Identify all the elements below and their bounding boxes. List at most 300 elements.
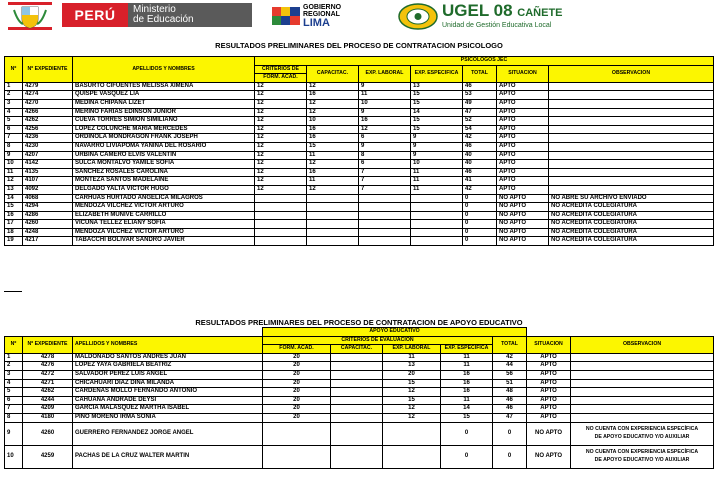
row-exp-laboral	[383, 445, 441, 468]
row-exp-laboral: 9	[359, 142, 411, 151]
row-exp-laboral: 11	[359, 91, 411, 100]
row-expediente: 4260	[23, 422, 73, 445]
row-total: 47	[463, 108, 497, 117]
row-total: 41	[463, 177, 497, 186]
row-exp-laboral: 12	[383, 405, 441, 414]
table-row	[5, 220, 714, 229]
row-expediente: 4256	[23, 125, 73, 134]
row-exp-laboral	[359, 203, 411, 212]
row-situacion: APTO	[497, 99, 549, 108]
row-total: 46	[463, 82, 497, 91]
row-exp-especifica: 15	[411, 117, 463, 126]
row-number: 8	[5, 413, 23, 422]
row-expediente: 4092	[23, 185, 73, 194]
separator-line	[4, 291, 22, 292]
row-number: 1	[5, 353, 23, 362]
row-capacitac: 12	[307, 99, 359, 108]
row-observacion	[549, 108, 714, 117]
row-total: 42	[493, 353, 527, 362]
row-observacion	[549, 91, 714, 100]
apoyo-col-exp-especifica: EXP. ESPECIFICA	[441, 345, 493, 354]
row-total: 44	[493, 362, 527, 371]
row-situacion: APTO	[527, 413, 571, 422]
row-form-acad: 12	[255, 99, 307, 108]
row-exp-especifica: 15	[411, 125, 463, 134]
row-exp-especifica: 11	[441, 353, 493, 362]
row-exp-especifica: 15	[441, 413, 493, 422]
gobierno-regional-lima-logo	[272, 4, 368, 28]
row-exp-laboral	[359, 194, 411, 203]
ugel-place: CAÑETE	[517, 7, 563, 19]
row-nombres: TABACCHI BOLIVAR SANDRO JAVIER	[73, 237, 255, 246]
group-header: PSICOLOGOS JEC	[255, 57, 714, 66]
row-nombres: MENDOZA VILCHEZ VICTOR ARTURO	[73, 228, 255, 237]
row-observacion	[549, 168, 714, 177]
row-expediente: 4107	[23, 177, 73, 186]
row-exp-laboral	[359, 211, 411, 220]
row-situacion: APTO	[527, 396, 571, 405]
row-nombres: LOPEZ COLUNCHE MARIA MERCEDES	[73, 125, 255, 134]
row-situacion: NO APTO	[497, 220, 549, 229]
ugel-title	[442, 2, 563, 22]
apoyo-col-nombres: APELLIDOS Y NOMBRES	[73, 336, 263, 353]
row-expediente: 4260	[23, 220, 73, 229]
row-expediente: 4207	[23, 151, 73, 160]
row-total: 42	[463, 185, 497, 194]
row-observacion	[549, 151, 714, 160]
row-expediente: 4209	[23, 405, 73, 414]
row-situacion: NO APTO	[497, 211, 549, 220]
apoyo-col-situacion: SITUACION	[527, 336, 571, 353]
row-situacion: APTO	[497, 125, 549, 134]
table-row	[5, 405, 714, 414]
row-exp-especifica: 15	[411, 99, 463, 108]
gob-line-1: GOBIERNO	[303, 3, 342, 11]
table-row	[5, 370, 714, 379]
row-capacitac: 16	[307, 134, 359, 143]
row-number: 11	[5, 168, 23, 177]
row-situacion: APTO	[497, 117, 549, 126]
row-total: 46	[493, 396, 527, 405]
row-nombres: MALDONADO SANTOS ANDRES JUAN	[73, 353, 263, 362]
col-capacitac: CAPACITAC.	[307, 65, 359, 82]
ugel-name: UGEL 08	[442, 1, 513, 20]
row-observacion	[549, 99, 714, 108]
row-observacion	[549, 177, 714, 186]
row-expediente: 4276	[23, 362, 73, 371]
table-row	[5, 194, 714, 203]
row-nombres: PINO MORENO IRMA SONIA	[73, 413, 263, 422]
row-form-acad: 20	[263, 379, 331, 388]
row-capacitac	[331, 422, 383, 445]
row-exp-laboral: 8	[359, 151, 411, 160]
row-number: 4	[5, 379, 23, 388]
table-row	[5, 237, 714, 246]
col-exp-especifica: EXP. ESPECIFICA	[411, 65, 463, 82]
row-exp-laboral	[359, 228, 411, 237]
row-form-acad: 12	[255, 82, 307, 91]
row-total: 0	[493, 422, 527, 445]
row-situacion: APTO	[497, 91, 549, 100]
row-situacion: NO APTO	[497, 194, 549, 203]
ugel-emblem-icon	[398, 3, 438, 30]
row-situacion: APTO	[527, 353, 571, 362]
row-total: 0	[463, 194, 497, 203]
row-total: 48	[493, 388, 527, 397]
row-situacion: APTO	[527, 388, 571, 397]
row-number: 3	[5, 370, 23, 379]
row-form-acad	[255, 211, 307, 220]
ugel-logo	[398, 2, 618, 30]
row-expediente: 4286	[23, 211, 73, 220]
row-form-acad	[255, 220, 307, 229]
row-exp-especifica: 11	[441, 396, 493, 405]
row-observacion: NO ACREDITA COLEGIATURA	[549, 220, 714, 229]
row-situacion: APTO	[497, 168, 549, 177]
row-exp-especifica: 14	[411, 108, 463, 117]
ministerio-educacion-logo	[62, 3, 252, 27]
row-exp-especifica: 11	[411, 177, 463, 186]
apoyo-group-header: APOYO EDUCATIVO	[263, 328, 527, 337]
row-exp-laboral: 10	[359, 99, 411, 108]
row-exp-laboral: 13	[383, 362, 441, 371]
row-exp-laboral: 20	[383, 370, 441, 379]
row-exp-laboral: 11	[383, 353, 441, 362]
row-form-acad: 12	[255, 185, 307, 194]
row-exp-laboral: 7	[359, 177, 411, 186]
apoyo-table	[4, 327, 714, 469]
row-observacion: NO ACREDITA COLEGIATURA	[549, 203, 714, 212]
row-total: 40	[463, 151, 497, 160]
gob-line-3: LIMA	[303, 16, 330, 29]
row-expediente: 4278	[23, 353, 73, 362]
row-nombres: CARDENAS MOLLO FERNANDO ANTONIO	[73, 388, 263, 397]
row-expediente: 4270	[23, 99, 73, 108]
row-expediente: 4068	[23, 194, 73, 203]
row-number: 19	[5, 237, 23, 246]
row-number: 4	[5, 108, 23, 117]
row-capacitac	[307, 194, 359, 203]
table-row	[5, 82, 714, 91]
row-observacion	[571, 445, 714, 468]
row-exp-laboral: 9	[359, 82, 411, 91]
ugel-text	[442, 2, 563, 30]
row-nombres: NAVARRO LIVIAPOMA YANINA DEL ROSARIO	[73, 142, 255, 151]
row-nombres: SANCHEZ ROSALES CAROLINA	[73, 168, 255, 177]
row-exp-laboral: 7	[359, 168, 411, 177]
table-row	[5, 108, 714, 117]
row-nombres: PACHAS DE LA CRUZ WALTER MARTIN	[73, 445, 263, 468]
row-expediente: 4244	[23, 396, 73, 405]
col-situacion: SITUACION	[497, 65, 549, 82]
table-row	[5, 125, 714, 134]
row-observacion: NO ACREDITA COLEGIATURA	[549, 237, 714, 246]
row-number: 5	[5, 117, 23, 126]
row-capacitac	[307, 211, 359, 220]
row-expediente: 4236	[23, 134, 73, 143]
table-row	[5, 362, 714, 371]
row-form-acad: 12	[255, 160, 307, 169]
row-exp-especifica	[411, 203, 463, 212]
row-number: 14	[5, 194, 23, 203]
row-situacion: APTO	[497, 177, 549, 186]
row-form-acad: 12	[255, 168, 307, 177]
row-observacion	[549, 142, 714, 151]
apoyo-col-exp-laboral: EXP. LABORAL	[383, 345, 441, 354]
row-nombres: MEDINA CHIPANA LIZET	[73, 99, 255, 108]
row-capacitac: 16	[307, 168, 359, 177]
row-form-acad	[255, 228, 307, 237]
table-row	[5, 168, 714, 177]
row-form-acad: 20	[263, 405, 331, 414]
row-form-acad	[263, 445, 331, 468]
observacion-line-2: DE APOYO EDUCATIVO Y/O AUXILIAR	[594, 456, 690, 463]
row-expediente: 4142	[23, 160, 73, 169]
row-total: 56	[493, 370, 527, 379]
psicologo-title: RESULTADOS PRELIMINARES DEL PROCESO DE CONTRATACION PSICOLOGO	[215, 41, 503, 50]
table-row	[5, 388, 714, 397]
apoyo-col-observacion: OBSERVACION	[571, 336, 714, 353]
col-observacion: OBSERVACION	[549, 65, 714, 82]
row-total: 0	[463, 228, 497, 237]
row-exp-laboral: 12	[383, 413, 441, 422]
observacion-line-1: NO CUENTA CON EXPERIENCIA ESPECÍFICA	[585, 448, 699, 455]
row-capacitac	[307, 203, 359, 212]
row-number: 9	[5, 151, 23, 160]
row-nombres: BASURTO CIFUENTES MELISSA XIMENA	[73, 82, 255, 91]
table-row	[5, 117, 714, 126]
row-expediente: 4279	[23, 82, 73, 91]
row-observacion	[549, 82, 714, 91]
table-row	[5, 134, 714, 143]
row-observacion: NO ACREDITA COLEGIATURA	[549, 228, 714, 237]
row-number: 9	[5, 422, 23, 445]
row-number: 12	[5, 177, 23, 186]
table-row	[5, 396, 714, 405]
row-capacitac	[331, 405, 383, 414]
row-exp-especifica: 9	[411, 134, 463, 143]
row-form-acad: 20	[263, 353, 331, 362]
psicologo-table	[4, 56, 714, 246]
row-situacion: NO APTO	[497, 237, 549, 246]
row-form-acad: 20	[263, 396, 331, 405]
row-form-acad: 20	[263, 413, 331, 422]
row-total: 42	[463, 134, 497, 143]
row-capacitac	[307, 220, 359, 229]
row-exp-especifica	[411, 211, 463, 220]
row-number: 16	[5, 211, 23, 220]
table-row	[5, 142, 714, 151]
row-exp-especifica: 11	[441, 362, 493, 371]
table-row	[5, 151, 714, 160]
apoyo-criteria-header: CRITERIOS DE EVALUACIÓN	[263, 336, 493, 345]
row-total: 46	[493, 405, 527, 414]
row-situacion: APTO	[527, 362, 571, 371]
row-nombres: CAHUANA ANDRADE DEYSI	[73, 396, 263, 405]
row-form-acad	[255, 203, 307, 212]
row-nombres: SULCA MONTALVO YAMILE SOFIA	[73, 160, 255, 169]
row-exp-laboral: 7	[359, 185, 411, 194]
row-capacitac	[331, 396, 383, 405]
table-row	[5, 413, 714, 422]
row-number: 13	[5, 185, 23, 194]
table-row	[5, 177, 714, 186]
row-expediente: 4266	[23, 108, 73, 117]
row-total: 46	[463, 168, 497, 177]
row-form-acad: 12	[255, 142, 307, 151]
row-observacion: NO ACREDITA COLEGIATURA	[549, 211, 714, 220]
row-form-acad: 20	[263, 362, 331, 371]
gob-label	[303, 4, 341, 29]
row-capacitac: 10	[307, 117, 359, 126]
col-expediente: Nº EXPEDIENTE	[23, 57, 73, 83]
row-expediente: 4259	[23, 445, 73, 468]
row-situacion: NO APTO	[497, 203, 549, 212]
row-number: 3	[5, 99, 23, 108]
row-nombres: SALVADOR PEREZ LUIS ANGEL	[73, 370, 263, 379]
row-nombres: MONTEZA SANTOS MADELAINE	[73, 177, 255, 186]
row-nombres: CARHUAS HURTADO ANGELICA MILAGROS	[73, 194, 255, 203]
row-form-acad	[255, 237, 307, 246]
criteria-header: CRITERIOS DE	[255, 65, 307, 74]
row-exp-laboral: 6	[359, 134, 411, 143]
row-nombres: GUERRERO FERNANDEZ JORGE ANGEL	[73, 422, 263, 445]
row-total: 0	[463, 211, 497, 220]
apoyo-col-form-acad: FORM. ACAD.	[263, 345, 331, 354]
table-row	[5, 445, 714, 468]
row-number: 18	[5, 228, 23, 237]
row-number: 2	[5, 91, 23, 100]
col-nombres: APELLIDOS Y NOMBRES	[73, 57, 255, 83]
row-exp-especifica: 11	[411, 185, 463, 194]
row-observacion	[549, 134, 714, 143]
row-exp-especifica: 16	[441, 379, 493, 388]
row-capacitac	[331, 370, 383, 379]
row-observacion	[549, 185, 714, 194]
apoyo-header-spacer-2	[527, 328, 714, 337]
row-total: 0	[463, 203, 497, 212]
row-exp-laboral: 16	[359, 117, 411, 126]
gob-line-2: REGIONAL	[303, 10, 340, 18]
apoyo-header-spacer	[5, 328, 263, 337]
row-nombres: DELGADO YALTA VICTOR HUGO	[73, 185, 255, 194]
row-form-acad: 12	[255, 177, 307, 186]
apoyo-col-n: Nº	[5, 336, 23, 353]
ministry-line-1: Ministerio	[133, 4, 176, 15]
row-total: 46	[463, 142, 497, 151]
row-exp-especifica: 14	[441, 405, 493, 414]
row-expediente: 4135	[23, 168, 73, 177]
row-form-acad: 20	[263, 388, 331, 397]
row-situacion: NO APTO	[497, 228, 549, 237]
row-exp-especifica	[411, 194, 463, 203]
row-capacitac	[331, 388, 383, 397]
row-total: 40	[463, 160, 497, 169]
row-expediente: 4230	[23, 142, 73, 151]
row-expediente: 4271	[23, 379, 73, 388]
row-expediente: 4262	[23, 388, 73, 397]
row-exp-laboral: 15	[383, 396, 441, 405]
row-capacitac: 12	[307, 82, 359, 91]
row-situacion: APTO	[497, 151, 549, 160]
row-nombres: CUEVA TORRES SIMION SIMILIANO	[73, 117, 255, 126]
row-exp-laboral	[383, 422, 441, 445]
row-observacion	[549, 160, 714, 169]
table-row	[5, 185, 714, 194]
table-row	[5, 353, 714, 362]
row-nombres: MERINO FARIAS EDINSON JUNIOR	[73, 108, 255, 117]
row-observacion	[549, 117, 714, 126]
row-capacitac: 16	[307, 91, 359, 100]
row-situacion: APTO	[527, 370, 571, 379]
row-total: 47	[493, 413, 527, 422]
row-exp-especifica: 16	[441, 370, 493, 379]
row-exp-laboral	[359, 237, 411, 246]
row-form-acad: 20	[263, 370, 331, 379]
row-exp-especifica: 13	[411, 82, 463, 91]
row-nombres: GARCIA MALASQUEZ MARTHA ISABEL	[73, 405, 263, 414]
observacion-line-2: DE APOYO EDUCATIVO Y/O AUXILIAR	[594, 433, 690, 440]
row-total: 53	[463, 91, 497, 100]
row-observacion	[549, 125, 714, 134]
row-observacion	[571, 353, 714, 362]
row-expediente: 4274	[23, 91, 73, 100]
row-nombres: MENDOZA VILCHEZ VICTOR ARTURO	[73, 203, 255, 212]
row-form-acad: 12	[255, 125, 307, 134]
row-expediente: 4272	[23, 370, 73, 379]
row-number: 5	[5, 388, 23, 397]
row-exp-especifica: 16	[441, 388, 493, 397]
row-observacion	[571, 405, 714, 414]
row-total: 52	[463, 117, 497, 126]
col-n: Nº	[5, 57, 23, 83]
regional-government-icon	[272, 7, 300, 25]
row-capacitac: 12	[307, 160, 359, 169]
row-situacion: APTO	[497, 185, 549, 194]
row-capacitac	[331, 353, 383, 362]
peru-coat-of-arms-icon	[8, 2, 52, 30]
row-capacitac	[331, 413, 383, 422]
row-expediente: 4217	[23, 237, 73, 246]
row-observacion	[571, 362, 714, 371]
row-situacion: APTO	[497, 142, 549, 151]
row-observacion	[571, 388, 714, 397]
row-total: 0	[463, 220, 497, 229]
ministry-label	[128, 3, 252, 27]
row-situacion: NO APTO	[527, 445, 571, 468]
row-observacion	[571, 422, 714, 445]
row-total: 0	[463, 237, 497, 246]
row-situacion: APTO	[497, 108, 549, 117]
row-exp-especifica	[411, 220, 463, 229]
row-number: 6	[5, 396, 23, 405]
table-row	[5, 91, 714, 100]
row-capacitac	[307, 228, 359, 237]
row-observacion	[571, 413, 714, 422]
row-exp-laboral: 12	[359, 125, 411, 134]
row-exp-especifica: 10	[411, 160, 463, 169]
row-total: 49	[463, 99, 497, 108]
row-exp-laboral: 15	[383, 379, 441, 388]
row-number: 10	[5, 445, 23, 468]
row-number: 8	[5, 142, 23, 151]
row-exp-especifica: 9	[411, 151, 463, 160]
table-row	[5, 99, 714, 108]
row-situacion: APTO	[527, 405, 571, 414]
row-exp-especifica: 0	[441, 445, 493, 468]
row-capacitac: 11	[307, 151, 359, 160]
row-capacitac: 16	[307, 125, 359, 134]
